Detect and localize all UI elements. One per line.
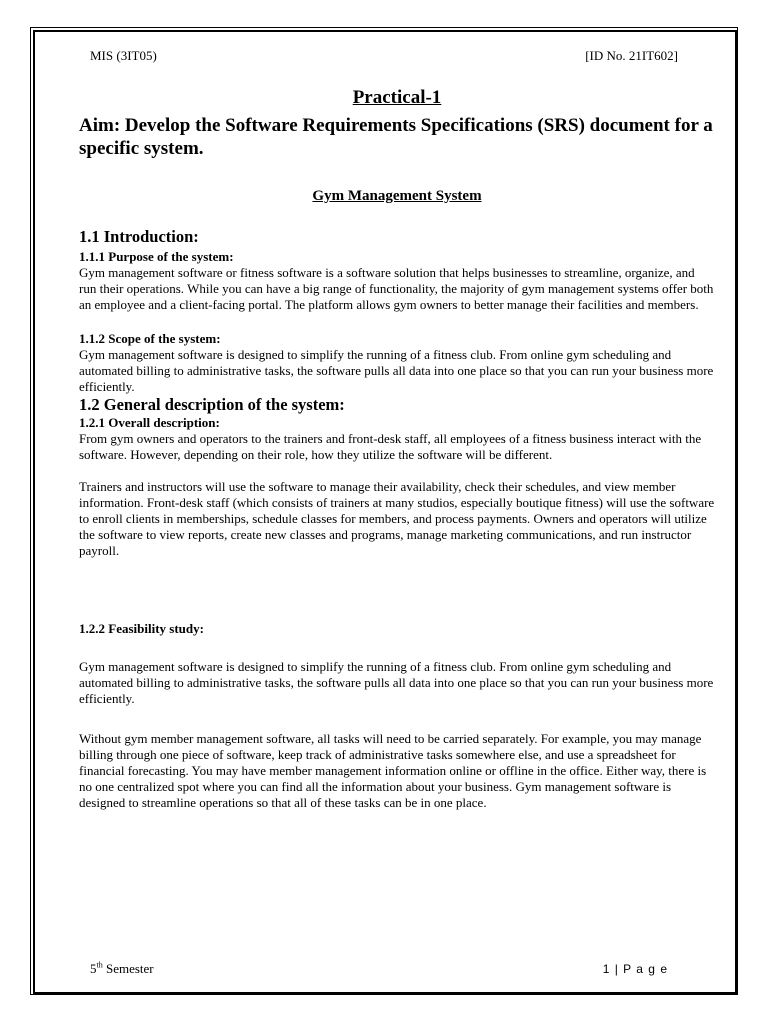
feasibility-paragraph-2: Without gym member management software, all tasks will need to be carried separately. For example, you may manage billing through one piece of software, keep track of administrative tasks somewhere else, and use a spreadsheet for financial forecasting. You may have member management information online or offline in the office. Either way, there is no one centralized spot where you can find all the information about your business. Gym management software is designed to streamline operations so that all of these tasks can be in one place.: [79, 731, 707, 810]
header-course-code: MIS (3IT05): [90, 48, 157, 63]
header-student-id: [ID No. 21IT602]: [585, 48, 678, 63]
heading-feasibility: 1.2.2 Feasibility study:: [79, 621, 204, 636]
heading-purpose: 1.1.1 Purpose of the system:: [79, 249, 234, 264]
footer-page-number: 1 | P a g e: [602, 962, 668, 976]
footer-semester: 5th Semester: [90, 960, 154, 976]
heading-scope: 1.1.2 Scope of the system:: [79, 331, 221, 346]
heading-introduction: 1.1 Introduction:: [79, 227, 199, 246]
page-title: Practical-1: [352, 87, 442, 108]
heading-overall-description: 1.2.1 Overall description:: [79, 415, 220, 430]
aim-statement: Aim: Develop the Software Requirements Specifications (SRS) document for a specific system.: [79, 115, 713, 159]
overall-paragraph-1: From gym owners and operators to the trainers and front-desk staff, all employees of a fitness business interact with the software. However, depending on their role, how they utilize the software will be different.: [79, 431, 702, 462]
system-title: Gym Management System: [312, 188, 482, 204]
feasibility-paragraph-1: Gym management software is designed to simplify the running of a fitness club. From online gym scheduling and automated billing to administrative tasks, the software pulls all data into one place so that you can run your business more efficiently.: [79, 659, 714, 706]
purpose-paragraph: Gym management software or fitness software is a software solution that helps businesses to streamline, organize, and run their operations. While you can have a big range of functionality, the majority of gym management systems offer both an employee and a client-facing portal. The platform allows gym owners to better manage their facilities and members.: [79, 265, 714, 312]
overall-paragraph-2: Trainers and instructors will use the software to manage their availability, check their schedules, and view member information. Front-desk staff (which consists of trainers at many studios, especially boutique fitness) will use the software to enroll clients in memberships, schedule classes for members, and process payments. Owners and operators will utilize the software to view reports, create new classes and programs, manage marketing communications, and run instructor payroll.: [79, 479, 715, 558]
scope-paragraph: Gym management software is designed to simplify the running of a fitness club. From online gym scheduling and automated billing to administrative tasks, the software pulls all data into one place so that you can run your business more efficiently.: [79, 347, 714, 394]
heading-general-description: 1.2 General description of the system:: [79, 395, 345, 414]
document-body: [79, 86, 715, 811]
